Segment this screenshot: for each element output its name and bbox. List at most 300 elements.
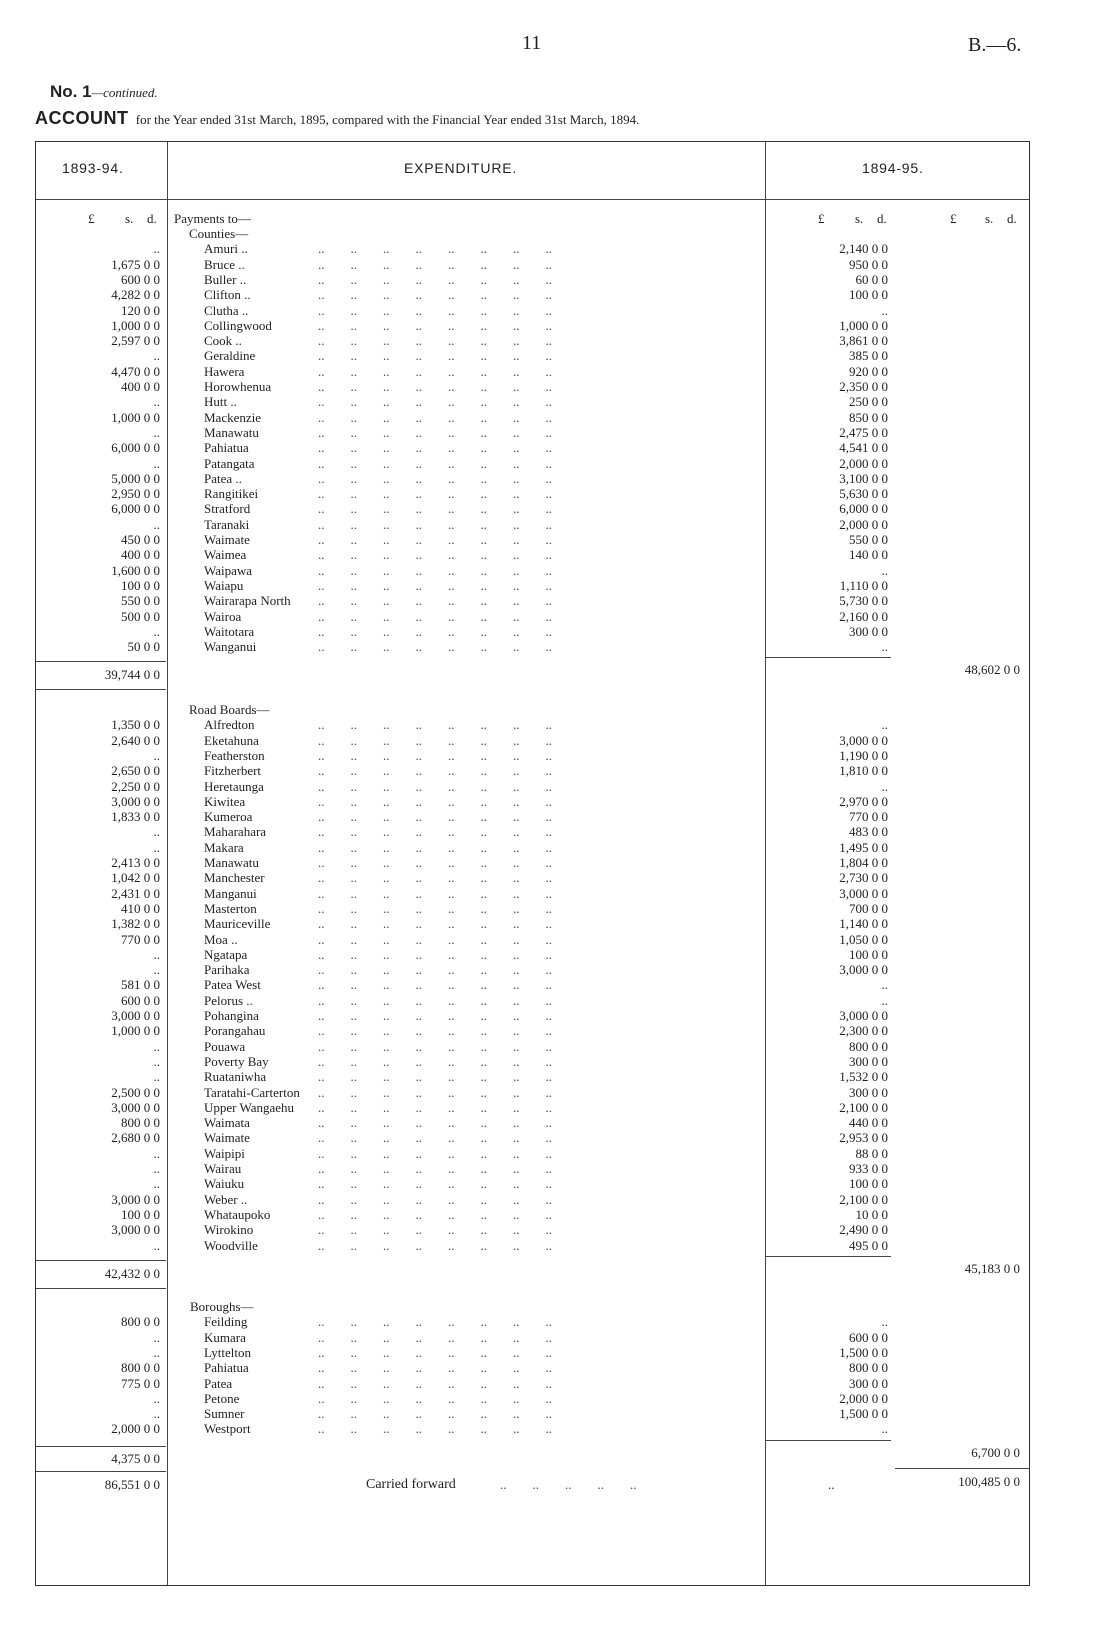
table-row-name: Waiapu [204, 577, 244, 593]
table-row-name: Manawatu [204, 424, 259, 440]
table-row-name: Petone [204, 1390, 240, 1406]
pound-head-left: £ [88, 211, 95, 226]
table-row-cur: 88 0 0 [855, 1145, 888, 1161]
table-row-name: Clifton .. [204, 287, 251, 303]
document-reference: B.—6. [968, 34, 1022, 56]
boroughs-total-cur: 6,700 0 0 [971, 1444, 1020, 1460]
table-row-prev: 2,640 0 0 [111, 732, 160, 748]
leader-dots: .. .. .. .. .. .. .. .. [318, 577, 552, 593]
table-row-prev: 600 0 0 [121, 992, 160, 1008]
table-row-name: Ruataniwha [204, 1069, 267, 1085]
table-row-name: Waimate [204, 532, 250, 547]
table-row-prev: 3,000 0 0 [111, 1222, 160, 1238]
table-row-name: Waimata [204, 1115, 250, 1131]
table-row-name: Patea .. [204, 470, 242, 486]
table-row-prev: 120 0 0 [121, 302, 160, 318]
table-row-cur: 4,541 0 0 [839, 440, 888, 456]
leader-dots: .. .. .. .. .. .. .. .. [318, 440, 552, 456]
table-row-name: Taratahi-Carterton [204, 1084, 300, 1100]
leader-dots: .. .. .. .. .. .. .. .. [318, 639, 552, 655]
boroughs-heading: Boroughs— [190, 1299, 254, 1314]
table-row-name: Collingwood [204, 317, 272, 333]
leader-dots: .. .. .. .. .. .. .. .. [318, 470, 552, 486]
table-row-cur: 1,050 0 0 [839, 931, 888, 947]
leader-dots: .. .. .. .. .. .. .. .. [318, 1176, 552, 1192]
table-row-prev: .. [153, 1069, 160, 1085]
leader-dots: .. .. .. .. .. .. .. .. [318, 732, 552, 748]
leader-dots: .. .. .. .. .. .. .. .. [318, 1084, 552, 1100]
table-row-cur: 2,475 0 0 [839, 424, 888, 440]
table-row-cur: 3,000 0 0 [839, 732, 888, 748]
table-row-prev: 2,431 0 0 [111, 885, 160, 901]
table-row-prev: .. [153, 1145, 160, 1161]
table-row-cur: 1,110 0 0 [839, 577, 888, 593]
table-row-cur: .. [881, 1314, 888, 1330]
table-row-prev: 1,000 0 0 [111, 1023, 160, 1039]
account-title [35, 108, 639, 129]
table-row-name: Manawatu [204, 855, 259, 870]
table-row-cur: 2,350 0 0 [839, 379, 888, 394]
road_boards-heading: Road Boards— [189, 702, 270, 717]
table-row-cur: 700 0 0 [849, 900, 888, 916]
leader-dots: .. .. .. .. .. .. .. .. [318, 287, 552, 303]
table-row-prev: .. [153, 1406, 160, 1422]
table-row-cur: 2,000 0 0 [839, 455, 888, 471]
table-row-cur: 2,140 0 0 [839, 241, 888, 257]
table-row-name: Waimea [204, 547, 247, 563]
table-row-cur: 5,730 0 0 [839, 593, 888, 609]
table-row-name: Wanganui [204, 639, 257, 655]
leader-dots: .. .. .. .. .. .. .. .. [318, 763, 552, 779]
leader-dots: .. .. .. .. .. .. .. .. [318, 793, 552, 809]
table-row-name: Weber .. [204, 1191, 248, 1207]
table-row-prev: 1,675 0 0 [111, 256, 160, 272]
table-row-prev: 550 0 0 [121, 593, 160, 609]
table-row-name: Stratford [204, 501, 251, 517]
leader-dots: .. .. .. .. .. .. .. .. [318, 486, 552, 502]
account-lead: ACCOUNT [35, 108, 129, 128]
table-row-prev: .. [153, 962, 160, 978]
table-row-prev: .. [153, 747, 160, 763]
leader-dots: .. .. .. .. .. .. .. .. [318, 1038, 552, 1054]
table-row-cur: 1,804 0 0 [839, 855, 888, 870]
leader-dots: .. .. .. .. .. .. .. .. [318, 1237, 552, 1253]
continued-suffix: —continued. [91, 85, 158, 100]
table-row-cur: 6,000 0 0 [839, 501, 888, 517]
table-row-prev: .. [153, 1053, 160, 1069]
table-row-prev: .. [153, 946, 160, 962]
table-row-name: Waipawa [204, 562, 253, 578]
table-row-name: Maharahara [204, 824, 267, 840]
continued-heading [50, 82, 158, 102]
table-row-prev: 1,000 0 0 [111, 409, 160, 425]
table-row-name: Wirokino [204, 1222, 254, 1238]
leader-dots: .. .. .. .. .. [500, 1476, 637, 1492]
table-row-cur: 300 0 0 [849, 1375, 888, 1391]
table-row-cur: 2,000 0 0 [839, 516, 888, 532]
leader-dots: .. .. .. .. .. .. .. .. [318, 977, 552, 993]
d-head-left: d. [147, 211, 157, 226]
table-row-cur: 2,490 0 0 [839, 1222, 888, 1238]
table-row-cur: 850 0 0 [849, 409, 888, 425]
table-row-cur: .. [881, 639, 888, 655]
table-row-prev: 500 0 0 [121, 608, 160, 624]
leader-dots: .. .. .. .. .. .. .. .. [318, 394, 552, 410]
rule-line [36, 1471, 166, 1472]
leader-dots: .. .. .. .. .. .. .. .. [318, 501, 552, 517]
table-row-name: Parihaka [204, 962, 250, 978]
table-row-prev: 2,950 0 0 [111, 486, 160, 502]
table-row-prev: 450 0 0 [121, 532, 160, 547]
table-row-prev: 100 0 0 [121, 1206, 160, 1222]
table-row-name: Feilding [204, 1314, 248, 1330]
table-row-name: Sumner [204, 1406, 245, 1422]
leader-dots: .. .. .. .. .. .. .. .. [318, 1115, 552, 1131]
table-row-name: Hutt .. [204, 394, 237, 410]
leader-dots: .. .. .. .. .. .. .. .. [318, 1130, 552, 1146]
leader-dots: .. .. .. .. .. .. .. .. [318, 1008, 552, 1023]
table-row-name: Patea West [204, 977, 261, 993]
leader-dots: .. .. .. .. .. .. .. .. [318, 547, 552, 563]
rule-line [765, 657, 891, 658]
carried-forward-label: Carried forward [366, 1476, 456, 1492]
carried-forward-prev: 86,551 0 0 [104, 1476, 160, 1492]
leader-dots: .. .. .. .. .. .. .. .. [318, 870, 552, 886]
payments-to: Payments to— [174, 211, 251, 226]
s-head-right: s. [985, 211, 994, 226]
leader-dots: .. .. .. .. .. .. .. .. [318, 1099, 552, 1115]
table-row-name: Patea [204, 1375, 233, 1391]
header-1893-94: 1893-94. [62, 160, 124, 176]
leader-dots: .. .. .. .. .. .. .. .. [318, 824, 552, 840]
table-row-name: Pohangina [204, 1008, 259, 1023]
table-row-prev: 400 0 0 [121, 379, 160, 394]
table-row-prev: 400 0 0 [121, 547, 160, 563]
table-row-name: Waipipi [204, 1145, 245, 1161]
table-row-prev: 3,000 0 0 [111, 1008, 160, 1023]
table-row-cur: 483 0 0 [849, 824, 888, 840]
table-row-cur: 495 0 0 [849, 1237, 888, 1253]
pound-head-mid: £ [818, 211, 825, 226]
d-head-right: d. [1007, 211, 1017, 226]
table-row-prev: 3,000 0 0 [111, 1191, 160, 1207]
table-row-cur: 3,000 0 0 [839, 962, 888, 978]
page-number: 11 [522, 32, 542, 54]
table-row-cur: 300 0 0 [849, 1084, 888, 1100]
table-row-name: Mauriceville [204, 916, 271, 932]
table-row-cur: 1,000 0 0 [839, 317, 888, 333]
table-row-cur: 770 0 0 [849, 809, 888, 825]
table-row-cur: 140 0 0 [849, 547, 888, 563]
table-row-name: Kiwitea [204, 793, 246, 809]
rule-line [36, 1446, 166, 1447]
pound-head-right: £ [950, 211, 957, 226]
table-row-cur: .. [881, 778, 888, 794]
table-row-name: Eketahuna [204, 732, 259, 748]
leader-dots: .. .. .. .. .. .. .. .. [318, 256, 552, 272]
table-row-name: Hawera [204, 363, 245, 379]
table-row-name: Manganui [204, 885, 257, 901]
table-row-prev: 410 0 0 [121, 900, 160, 916]
table-row-prev: .. [153, 348, 160, 364]
table-row-cur: 800 0 0 [849, 1038, 888, 1054]
table-row-cur: 100 0 0 [849, 1176, 888, 1192]
table-row-prev: .. [153, 1390, 160, 1406]
table-row-cur: 1,190 0 0 [839, 747, 888, 763]
table-row-cur: 250 0 0 [849, 394, 888, 410]
table-row-prev: 3,000 0 0 [111, 1099, 160, 1115]
leader-dots: .. .. .. .. .. .. .. .. [318, 747, 552, 763]
table-row-name: Waiuku [204, 1176, 245, 1192]
table-row-name: Pelorus .. [204, 992, 253, 1008]
leader-dots: .. .. .. .. .. .. .. .. [318, 900, 552, 916]
table-row-prev: 2,000 0 0 [111, 1421, 160, 1437]
table-row-name: Ngatapa [204, 946, 248, 962]
leader-dots: .. .. .. .. .. .. .. .. [318, 516, 552, 532]
table-row-name: Pahiatua [204, 440, 249, 456]
table-row-cur: 950 0 0 [849, 256, 888, 272]
rule-line [36, 689, 166, 690]
leader-dots: .. .. .. .. .. .. .. .. [318, 333, 552, 349]
table-row-cur: 5,630 0 0 [839, 486, 888, 502]
leader-dots: .. .. .. .. .. .. .. .. [318, 1375, 552, 1391]
table-row-cur: 60 0 0 [855, 271, 888, 287]
carried-forward-mid: .. [828, 1476, 835, 1492]
table-row-prev: 600 0 0 [121, 271, 160, 287]
table-row-name: Buller .. [204, 271, 247, 287]
table-row-name: Wairoa [204, 608, 242, 624]
boroughs-total-prev: 4,375 0 0 [111, 1450, 160, 1466]
leader-dots: .. .. .. .. .. .. .. .. [318, 809, 552, 825]
leader-dots: .. .. .. .. .. .. .. .. [318, 946, 552, 962]
table-row-name: Mackenzie [204, 409, 262, 425]
table-row-cur: 3,100 0 0 [839, 470, 888, 486]
table-row-name: Westport [204, 1421, 251, 1437]
table-row-cur: 1,810 0 0 [839, 763, 888, 779]
counties-heading: Counties— [189, 226, 249, 241]
table-row-name: Kumara [204, 1329, 246, 1345]
counties-total-cur: 48,602 0 0 [964, 662, 1020, 678]
table-row-prev: .. [153, 516, 160, 532]
table-row-prev: 6,000 0 0 [111, 440, 160, 456]
table-row-name: Rangitikei [204, 486, 259, 502]
table-row-prev: 800 0 0 [121, 1360, 160, 1376]
leader-dots: .. .. .. .. .. .. .. .. [318, 1053, 552, 1069]
leader-dots: .. .. .. .. .. .. .. .. [318, 916, 552, 932]
table-row-prev: .. [153, 1344, 160, 1360]
leader-dots: .. .. .. .. .. .. .. .. [318, 962, 552, 978]
table-row-prev: 2,413 0 0 [111, 855, 160, 870]
table-row-name: Taranaki [204, 516, 250, 532]
leader-dots: .. .. .. .. .. .. .. .. [318, 1191, 552, 1207]
table-row-prev: .. [153, 623, 160, 639]
table-row-prev: .. [153, 1237, 160, 1253]
table-row-name: Horowhenua [204, 379, 272, 394]
leader-dots: .. .. .. .. .. .. .. .. [318, 1222, 552, 1238]
table-row-prev: 1,600 0 0 [111, 562, 160, 578]
table-row-cur: 2,953 0 0 [839, 1130, 888, 1146]
table-row-cur: 100 0 0 [849, 287, 888, 303]
s-head-mid: s. [855, 211, 864, 226]
table-row-cur: .. [881, 1421, 888, 1437]
leader-dots: .. .. .. .. .. .. .. .. [318, 241, 552, 257]
leader-dots: .. .. .. .. .. .. .. .. [318, 778, 552, 794]
table-row-name: Woodville [204, 1237, 258, 1253]
leader-dots: .. .. .. .. .. .. .. .. [318, 562, 552, 578]
leader-dots: .. .. .. .. .. .. .. .. [318, 717, 552, 733]
table-row-cur: 385 0 0 [849, 348, 888, 364]
table-row-cur: 3,861 0 0 [839, 333, 888, 349]
table-row-prev: 1,350 0 0 [111, 717, 160, 733]
table-row-cur: .. [881, 562, 888, 578]
table-row-prev: 800 0 0 [121, 1314, 160, 1330]
table-row-cur: .. [881, 992, 888, 1008]
table-row-cur: 800 0 0 [849, 1360, 888, 1376]
table-row-cur: 2,100 0 0 [839, 1191, 888, 1207]
leader-dots: .. .. .. .. .. .. .. .. [318, 1145, 552, 1161]
table-row-cur: .. [881, 977, 888, 993]
table-row-prev: .. [153, 424, 160, 440]
rule-line [36, 1288, 166, 1289]
table-row-cur: 550 0 0 [849, 532, 888, 547]
d-head-mid: d. [877, 211, 887, 226]
leader-dots: .. .. .. .. .. .. .. .. [318, 424, 552, 440]
rule-line [895, 1468, 1029, 1469]
table-row-name: Porangahau [204, 1023, 266, 1039]
table-row-name: Masterton [204, 900, 257, 916]
leader-dots: .. .. .. .. .. .. .. .. [318, 931, 552, 947]
table-row-prev: 800 0 0 [121, 1115, 160, 1131]
table-row-prev: 775 0 0 [121, 1375, 160, 1391]
table-row-cur: 300 0 0 [849, 1053, 888, 1069]
road-boards-total-cur: 45,183 0 0 [964, 1260, 1020, 1276]
table-row-name: Upper Wangaehu [204, 1099, 295, 1115]
rule-line [36, 661, 166, 662]
table-row-prev: 2,500 0 0 [111, 1084, 160, 1100]
table-row-cur: .. [881, 717, 888, 733]
rule-line [36, 1260, 166, 1261]
table-row-cur: 1,500 0 0 [839, 1344, 888, 1360]
table-row-name: Patangata [204, 455, 255, 471]
table-row-name: Manchester [204, 870, 265, 886]
leader-dots: .. .. .. .. .. .. .. .. [318, 271, 552, 287]
s-head-left: s. [125, 211, 134, 226]
table-row-cur: 3,000 0 0 [839, 1008, 888, 1023]
account-text: for the Year ended 31st March, 1895, compared with the Financial Year ended 31st March, 1894. [135, 112, 640, 127]
table-row-cur: 2,160 0 0 [839, 608, 888, 624]
table-row-prev: 581 0 0 [121, 977, 160, 993]
table-row-prev: 2,680 0 0 [111, 1130, 160, 1146]
leader-dots: .. .. .. .. .. .. .. .. [318, 1390, 552, 1406]
table-row-prev: 50 0 0 [127, 639, 160, 655]
table-row-prev: .. [153, 1329, 160, 1345]
table-row-prev: 4,282 0 0 [111, 287, 160, 303]
table-row-prev: 4,470 0 0 [111, 363, 160, 379]
table-row-cur: 10 0 0 [855, 1206, 888, 1222]
table-row-name: Fitzherbert [204, 763, 262, 779]
table-row-prev: 1,382 0 0 [111, 916, 160, 932]
table-row-prev: 3,000 0 0 [111, 793, 160, 809]
table-row-name: Bruce .. [204, 256, 245, 272]
leader-dots: .. .. .. .. .. .. .. .. [318, 1023, 552, 1039]
table-row-cur: 2,100 0 0 [839, 1099, 888, 1115]
leader-dots: .. .. .. .. .. .. .. .. [318, 623, 552, 639]
leader-dots: .. .. .. .. .. .. .. .. [318, 1421, 552, 1437]
leader-dots: .. .. .. .. .. .. .. .. [318, 885, 552, 901]
table-row-cur: 920 0 0 [849, 363, 888, 379]
carried-forward-cur: 100,485 0 0 [958, 1473, 1020, 1489]
table-row-prev: .. [153, 824, 160, 840]
table-row-name: Waimate [204, 1130, 250, 1146]
table-row-cur: 2,730 0 0 [839, 870, 888, 886]
table-row-cur: 600 0 0 [849, 1329, 888, 1345]
table-row-prev: 5,000 0 0 [111, 470, 160, 486]
table-row-cur: 440 0 0 [849, 1115, 888, 1131]
table-row-name: Wairarapa North [204, 593, 291, 609]
leader-dots: .. .. .. .. .. .. .. .. [318, 455, 552, 471]
leader-dots: .. .. .. .. .. .. .. .. [318, 992, 552, 1008]
table-row-prev: 1,833 0 0 [111, 809, 160, 825]
table-row-cur: 2,970 0 0 [839, 793, 888, 809]
table-row-cur: 100 0 0 [849, 946, 888, 962]
rule-line [765, 1256, 891, 1257]
table-row-name: Geraldine [204, 348, 256, 364]
header-expenditure: EXPENDITURE. [404, 160, 518, 176]
leader-dots: .. .. .. .. .. .. .. .. [318, 608, 552, 624]
leader-dots: .. .. .. .. .. .. .. .. [318, 1069, 552, 1085]
leader-dots: .. .. .. .. .. .. .. .. [318, 1344, 552, 1360]
table-row-cur: 300 0 0 [849, 623, 888, 639]
road-boards-total-prev: 42,432 0 0 [104, 1265, 160, 1281]
leader-dots: .. .. .. .. .. .. .. .. [318, 409, 552, 425]
table-row-cur: 3,000 0 0 [839, 885, 888, 901]
table-row-name: Poverty Bay [204, 1053, 269, 1069]
table-row-name: Amuri .. [204, 241, 248, 257]
table-row-prev: .. [153, 1176, 160, 1192]
table-row-name: Featherston [204, 747, 265, 763]
table-row-cur: 933 0 0 [849, 1161, 888, 1176]
table-row-prev: .. [153, 455, 160, 471]
table-row-prev: 770 0 0 [121, 931, 160, 947]
table-row-name: Cook .. [204, 333, 242, 349]
table-row-prev: .. [153, 394, 160, 410]
header-1894-95: 1894-95. [862, 160, 924, 176]
table-row-cur: 1,500 0 0 [839, 1406, 888, 1422]
leader-dots: .. .. .. .. .. .. .. .. [318, 1206, 552, 1222]
table-row-prev: .. [153, 839, 160, 855]
leader-dots: .. .. .. .. .. .. .. .. [318, 363, 552, 379]
leader-dots: .. .. .. .. .. .. .. .. [318, 302, 552, 318]
table-row-prev: 2,250 0 0 [111, 778, 160, 794]
table-row-cur: 2,300 0 0 [839, 1023, 888, 1039]
table-row-name: Pouawa [204, 1038, 246, 1054]
table-row-name: Pahiatua [204, 1360, 249, 1376]
table-row-name: Makara [204, 839, 244, 855]
table-row-name: Alfredton [204, 717, 255, 733]
table-row-prev: .. [153, 1038, 160, 1054]
table-row-cur: 1,140 0 0 [839, 916, 888, 932]
table-row-prev: 2,597 0 0 [111, 333, 160, 349]
leader-dots: .. .. .. .. .. .. .. .. [318, 1329, 552, 1345]
table-row-prev: 6,000 0 0 [111, 501, 160, 517]
table-row-cur: 1,532 0 0 [839, 1069, 888, 1085]
table-row-name: Clutha .. [204, 302, 249, 318]
table-row-prev: 1,000 0 0 [111, 317, 160, 333]
table-row-prev: .. [153, 1161, 160, 1176]
leader-dots: .. .. .. .. .. .. .. .. [318, 317, 552, 333]
table-row-cur: 2,000 0 0 [839, 1390, 888, 1406]
table-row-cur: 1,495 0 0 [839, 839, 888, 855]
